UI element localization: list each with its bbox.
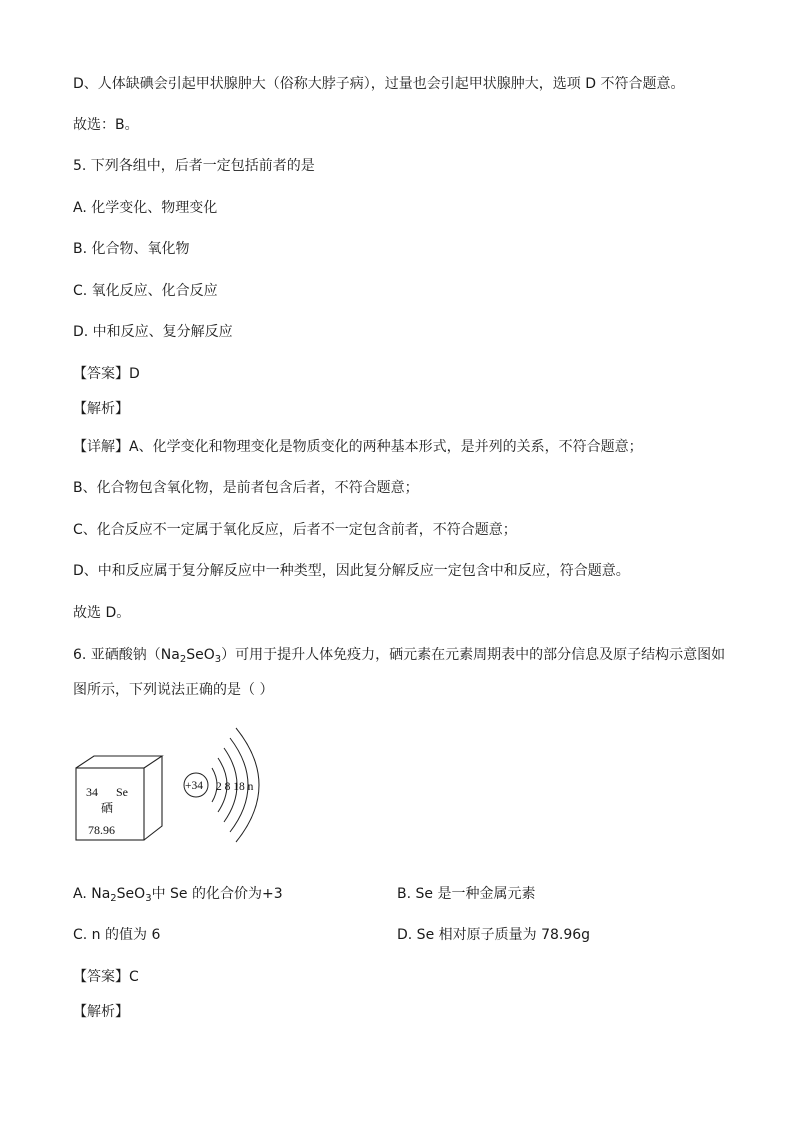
q5-option-c: C. 氧化反应、化合反应 bbox=[73, 283, 218, 299]
answer-value: D bbox=[129, 366, 140, 382]
q5-answer bbox=[73, 364, 140, 384]
answer-tag: 【答案】 bbox=[73, 969, 129, 985]
q5-conclusion: 故选 D。 bbox=[73, 605, 131, 621]
q5-option-d: D. 中和反应、复分解反应 bbox=[73, 324, 233, 340]
atom-structure bbox=[184, 728, 259, 842]
prev-answer-line: 故选：B。 bbox=[73, 117, 139, 133]
q6-stem-line1: 6. 亚硒酸钠$(Na_2SeO_3)$可用于提升人体免疫力，硒元素在元素周期表中的部分信息及原子结构示意图如 bbox=[73, 647, 726, 665]
q5-detail-d: D、中和反应属于复分解反应中一种类型，因此复分解反应一定包含中和反应，符合题意。 bbox=[73, 563, 630, 579]
q5-detail-a: 【详解】A、化学变化和物理变化是物质变化的两种基本形式，是并列的关系，不符合题意； bbox=[73, 439, 643, 455]
q6-option-c: C. n 的值为 6 bbox=[73, 927, 161, 943]
detail-tag: 【详解】 bbox=[73, 439, 129, 455]
q6-stem-line2: 图所示，下列说法正确的是（ ） bbox=[73, 682, 274, 698]
q5-stem: 5. 下列各组中，后者一定包括前者的是 bbox=[73, 158, 315, 174]
element-number: 34 bbox=[86, 785, 98, 799]
q6-option-b: B. Se 是一种金属元素 bbox=[397, 886, 536, 902]
q5-option-b: B. 化合物、氧化物 bbox=[73, 241, 190, 257]
answer-value: C bbox=[129, 969, 139, 985]
q6-option-a: A. $Na_2SeO_3$中 Se 的化合价为+3 bbox=[73, 886, 283, 904]
nucleus-charge: +34 bbox=[185, 780, 203, 792]
element-mass: 78.96 bbox=[88, 823, 115, 837]
q5-analysis-tag: 【解析】 bbox=[73, 401, 129, 417]
q6-option-d: D. Se 相对原子质量为 78.96g bbox=[397, 927, 591, 943]
electron-counts: 2 8 18 n bbox=[216, 781, 254, 793]
element-name: 硒 bbox=[101, 801, 114, 815]
q6-answer bbox=[73, 967, 139, 987]
answer-tag: 【答案】 bbox=[73, 366, 129, 382]
q5-detail-c: C、化合反应不一定属于氧化反应，后者不一定包含前者，不符合题意； bbox=[73, 522, 517, 538]
element-symbol: Se bbox=[116, 785, 128, 799]
q5-detail-b: B、化合物包含氧化物，是前者包含后者，不符合题意； bbox=[73, 480, 419, 496]
prev-option-d-explanation: D、人体缺碘会引起甲状腺肿大（俗称大脖子病），过量也会引起甲状腺肿大，选项 D 不符合题意。 bbox=[73, 76, 685, 92]
q6-analysis-tag: 【解析】 bbox=[73, 1004, 129, 1020]
selenium-diagram bbox=[70, 720, 290, 850]
q5-option-a: A. 化学变化、物理变化 bbox=[73, 200, 218, 216]
